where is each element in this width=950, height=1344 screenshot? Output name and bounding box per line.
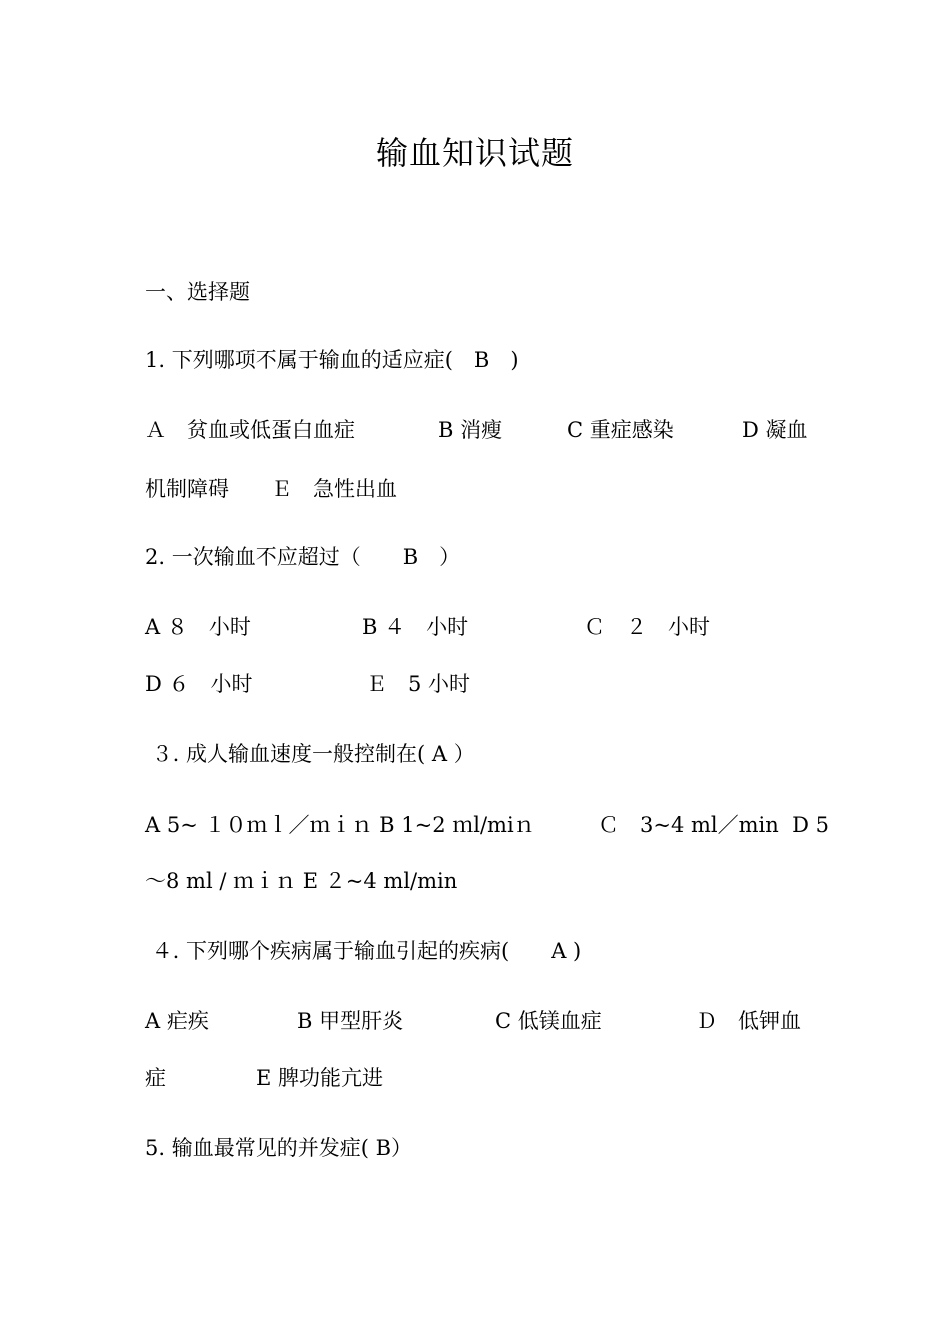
question-1-stem: 1. 下列哪项不属于输血的适应症( B )	[145, 348, 519, 372]
question-1-option-a: Ａ 贫血或低蛋白血症	[145, 418, 355, 442]
question-4-option-d-continued: 症	[145, 1066, 166, 1090]
question-4-option-a: A 疟疾	[145, 1009, 209, 1033]
question-2-option-a: A ８ 小时	[145, 615, 251, 639]
question-4-option-b: B 甲型肝炎	[297, 1009, 404, 1033]
question-2-stem: 2. 一次输血不应超过（ B ）	[145, 545, 461, 569]
question-4-option-c: C 低镁血症	[495, 1009, 602, 1033]
question-2-option-b: B ４ 小时	[362, 615, 469, 639]
question-2-option-c: Ｃ ２ 小时	[584, 615, 710, 639]
question-1-option-e: 机制障碍 Ｅ 急性出血	[145, 477, 397, 501]
section-heading: 一、选择题	[145, 280, 250, 304]
question-4-option-e: E 脾功能亢进	[256, 1066, 384, 1090]
question-1-option-c: C 重症感染	[567, 418, 674, 442]
question-2-option-d: D ６ 小时	[145, 672, 253, 696]
question-3-options-a-b: A 5~ １０ｍｌ／ｍｉｎ B 1~2 ｍl/miｎ	[145, 813, 535, 837]
question-3-stem: ３. 成人输血速度一般控制在( A ）	[145, 742, 475, 766]
question-4-stem: ４. 下列哪个疾病属于输血引起的疾病( A )	[145, 939, 582, 963]
question-1-option-b: B 消瘦	[438, 418, 503, 442]
question-4-option-d: Ｄ 低钾血	[696, 1009, 801, 1033]
question-1-option-d: D 凝血	[742, 418, 808, 442]
document-title: 输血知识试题	[375, 134, 574, 172]
question-5-stem: 5. 输血最常见的并发症( B）	[145, 1136, 413, 1160]
question-3-options-c-d: Ｃ 3~4 ml／min D 5	[598, 813, 829, 837]
question-3-options-d-e: ～8 ml / ｍｉｎ E ２~4 ml/min	[145, 869, 458, 893]
question-2-option-e: Ｅ 5 小时	[366, 672, 471, 696]
